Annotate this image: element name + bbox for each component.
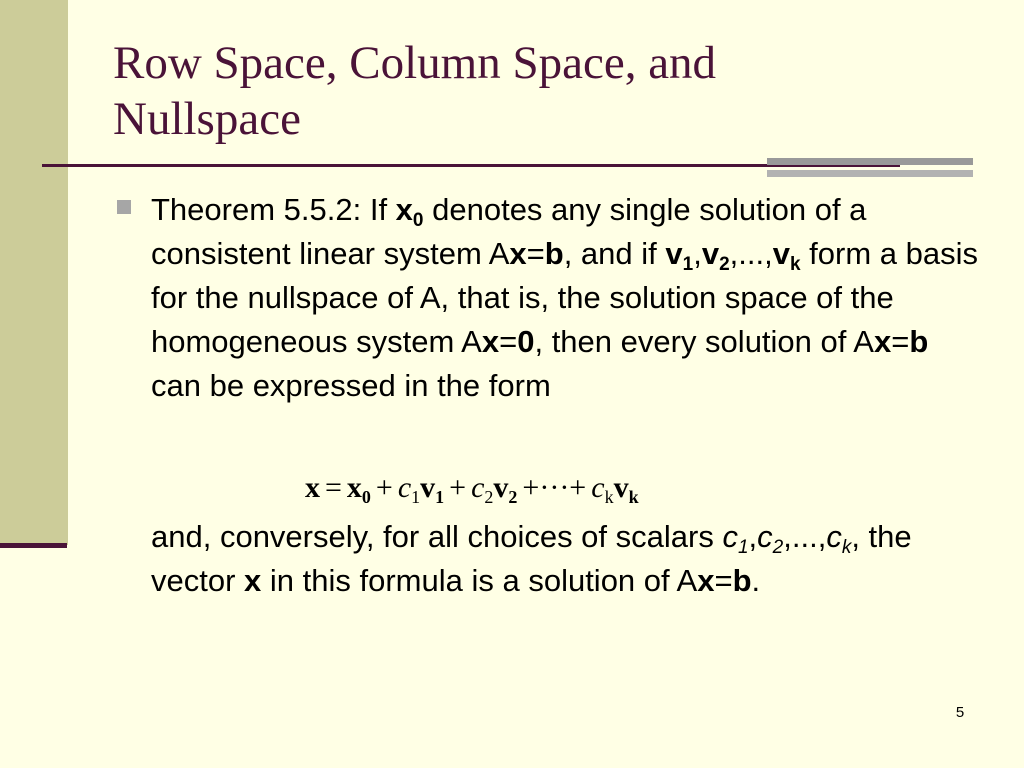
equals-sign: =	[891, 324, 910, 359]
formula-v1: v	[420, 471, 436, 504]
var-v1: v	[665, 236, 683, 271]
var-b: b	[732, 563, 752, 598]
comma: ,	[748, 519, 758, 554]
theorem-text-4: , then every solution of A	[534, 324, 874, 359]
sidebar-band	[0, 0, 68, 545]
formula-sub: k	[604, 487, 614, 507]
theorem-text-5: can be expressed in the form	[151, 368, 551, 403]
slide-title-line-1: Row Space, Column Space, and	[113, 37, 717, 89]
sub-1: 1	[682, 254, 694, 275]
formula-x0: x	[346, 471, 362, 504]
var-x: x	[244, 563, 262, 598]
formula-equals: =	[325, 471, 342, 504]
formula-plus: +	[375, 471, 393, 504]
sidebar-accent-bar	[0, 543, 67, 548]
ellipsis: ,...,	[729, 236, 773, 271]
sub-2: 2	[719, 254, 730, 275]
ellipsis: ,...,	[783, 519, 827, 554]
var-v2: v	[701, 236, 720, 271]
equals-sign: =	[714, 563, 733, 598]
formula-sub: 1	[411, 487, 421, 507]
formula-vk: v	[613, 471, 629, 504]
formula-plus: +	[449, 471, 467, 504]
equals-sign: =	[526, 236, 545, 271]
formula-ck: c	[591, 471, 605, 504]
theorem-label: Theorem 5.5.2: If	[151, 192, 396, 227]
formula-sub: k	[628, 487, 639, 507]
equals-sign: =	[499, 324, 518, 359]
sub-k: k	[841, 537, 852, 558]
zero-vector: 0	[517, 324, 535, 359]
theorem-text	[151, 188, 981, 408]
sub-0: 0	[412, 210, 424, 231]
bullet-square-icon	[117, 200, 131, 214]
sub-2: 2	[772, 537, 784, 558]
formula-x: x	[305, 471, 320, 504]
var-x0: x	[395, 192, 413, 227]
theorem-text-2: , and if	[563, 236, 666, 271]
scalar-ck: c	[826, 519, 842, 554]
slide-title	[113, 35, 973, 147]
var-b: b	[909, 324, 929, 359]
formula-sub: 2	[484, 487, 494, 507]
conclusion-text-1: and, conversely, for all choices of scalars	[151, 519, 723, 554]
var-vk: v	[772, 236, 790, 271]
formula-c1: c	[397, 471, 412, 504]
conclusion-text	[151, 515, 981, 603]
period: .	[751, 563, 761, 598]
slide-title-line-2: Nullspace	[113, 93, 301, 145]
var-x: x	[873, 324, 892, 359]
scalar-c1: c	[722, 519, 738, 554]
var-x: x	[697, 563, 715, 598]
title-divider-accent-top	[767, 158, 973, 165]
general-solution-formula	[305, 468, 805, 508]
comma: ,	[693, 236, 702, 271]
var-x: x	[509, 236, 527, 271]
conclusion-text-3: in this formula is a solution of A	[261, 563, 698, 598]
sub-1: 1	[737, 537, 749, 558]
slide-number: 5	[955, 704, 965, 721]
scalar-c2: c	[757, 519, 773, 554]
title-divider-accent-bottom	[767, 170, 973, 177]
formula-sub: 1	[435, 487, 445, 507]
conclusion-text-2: , the vector	[151, 519, 912, 598]
theorem-text-1: denotes any single solution of a consistent linear system A	[151, 192, 867, 271]
var-x: x	[481, 324, 500, 359]
formula-sub: 2	[508, 487, 518, 507]
var-b: b	[544, 236, 564, 271]
formula-v2: v	[493, 471, 509, 504]
theorem-text-3: form a basis for the nullspace of A, that is, the solution space of the homogeneous system A	[151, 236, 979, 359]
formula-c2: c	[471, 471, 485, 504]
formula-sub: 0	[361, 487, 371, 507]
formula-plus-ellipsis: +···+	[522, 471, 587, 504]
sub-k: k	[789, 254, 801, 275]
